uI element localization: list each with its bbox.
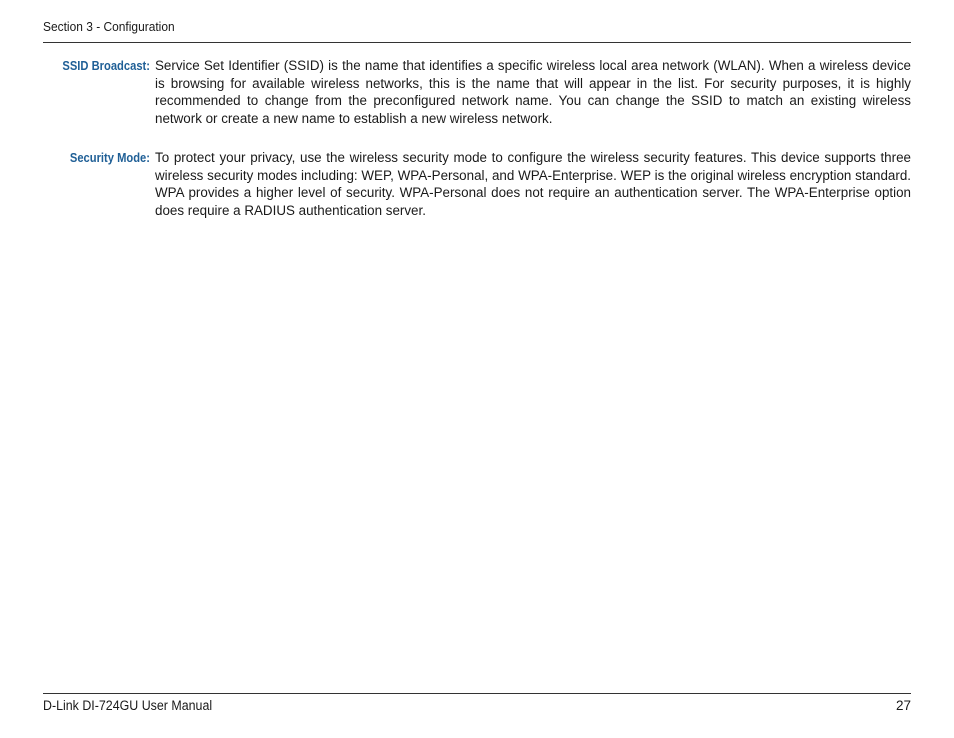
- definition-description: Service Set Identifier (SSID) is the name that identifies a specific wireless local area network (WLAN). When a wireless device is browsing for available wireless networks, this is the name that will appear in the list. For security purposes, it is highly recommended to change from the preconfigured network name. You can change the SSID to match an existing wireless network or create a new name to establish a new wireless network.: [155, 58, 911, 126]
- section-header: Section 3 - Configuration: [43, 19, 175, 34]
- definition-description: To protect your privacy, use the wireless security mode to configure the wireless security features. This device supports three wireless security modes including: WEP, WPA-Personal, and WPA-Enterprise. WEP is the original wireless encryption standard. WPA provides a higher level of security. WPA-Personal does not require an authentication server. The WPA-Enterprise option does require a RADIUS authentication server.: [155, 150, 911, 218]
- footer-page-number: 27: [895, 698, 911, 713]
- header-divider: [43, 42, 911, 43]
- definition-term: Security Mode:: [69, 150, 150, 165]
- definition-term: SSID Broadcast:: [62, 58, 150, 73]
- footer-manual-title: D-Link DI-724GU User Manual: [43, 698, 213, 713]
- footer-divider: [43, 693, 911, 694]
